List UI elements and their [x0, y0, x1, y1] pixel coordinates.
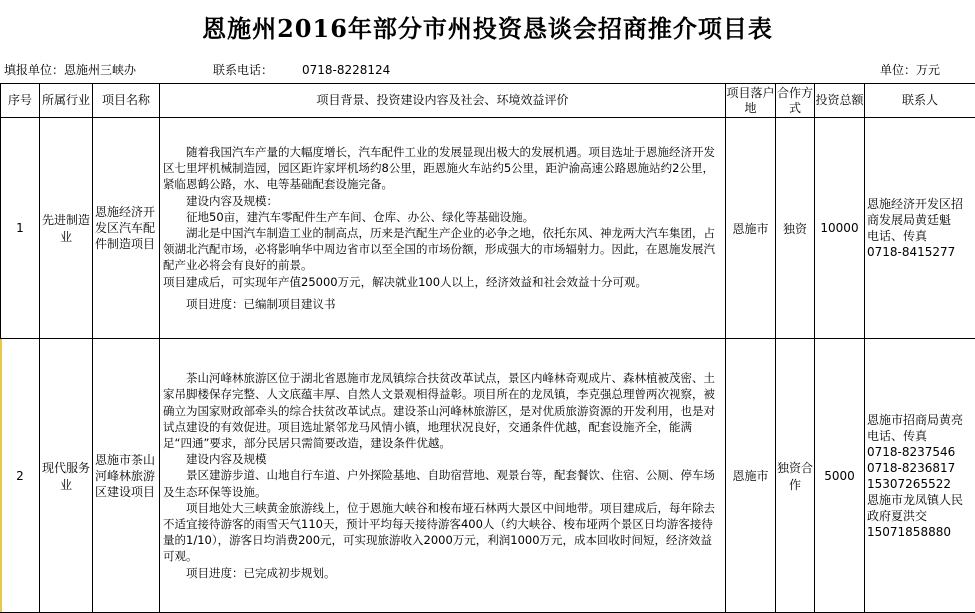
cell-industry[interactable]: 现代服务业 [40, 339, 93, 613]
cell-name[interactable]: 恩施市茶山河峰林旅游区建设项目 [93, 339, 160, 613]
cell-amount[interactable]: 10000 [815, 118, 865, 339]
page-title: 恩施州2016年部分市州投资恳谈会招商推介项目表 [0, 0, 975, 52]
header-contact[interactable]: 联系人 [865, 84, 975, 118]
desc-paragraph: 项目进度：已完成初步规划。 [163, 565, 720, 581]
project-table [0, 83, 975, 613]
desc-paragraph: 项目进度：已编制项目建议书 [163, 296, 720, 312]
desc-paragraph: 征地50亩，建汽车零配件生产车间、仓库、办公、绿化等基础设施。 [163, 209, 720, 225]
amount-unit: 单位：万元 [880, 59, 940, 82]
cell-contact[interactable]: 恩施市招商局黄亮 电话、传真 0718-8237546 0718-8236817 15307265522 恩施市龙凤镇人民政府夏洪交15071858880 [865, 339, 975, 613]
cell-coop[interactable]: 独资合作 [776, 339, 815, 613]
desc-paragraph: 随着我国汽车产量的大幅度增长，汽车配件工业的发展显现出极大的发展机遇。项目选址于恩施经济开发区七里坪机械制造园，园区距许家坪机场约8公里，距恩施火车站约5公里，距沪渝高速公路恩施站约2公里，紧临恩鹤公路，水、电等基础配套设施完备。 [163, 144, 720, 193]
cell-desc[interactable] [160, 118, 726, 339]
header-industry[interactable]: 所属行业 [40, 84, 93, 118]
cell-desc[interactable] [160, 339, 726, 613]
header-seq[interactable]: 序号 [1, 84, 40, 118]
info-row [0, 59, 975, 82]
desc-paragraph: 茶山河峰林旅游区位于湖北省恩施市龙凤镇综合扶贫改革试点，景区内峰林奇观成片、森林植被茂密、土家吊脚楼保存完整、人文底蕴丰厚、自然人文景观相得益彰。项目所在的龙凤镇，李克强总理曾两次视察，被确立为国家财政部牵头的综合扶贫改革试点。建设茶山河峰林旅游区，是对优质旅游资源的开发利用，也是对试点建设的有效促进。项目选址紧邻龙马风情小镇，地理状况良好，交通条件优越，配套设施齐全，能满足“四通”要求，部分民居只需简要改造，建设条件优越。 [163, 370, 720, 451]
header-desc[interactable]: 项目背景、投资建设内容及社会、环境效益评价 [160, 84, 726, 118]
desc-paragraph: 建设内容及规模： [163, 193, 720, 209]
table-row [1, 339, 975, 613]
cell-location[interactable]: 恩施市 [726, 118, 776, 339]
cell-coop[interactable]: 独资 [776, 118, 815, 339]
header-location[interactable]: 项目落户地 [726, 84, 776, 118]
desc-paragraph: 湖北是中国汽车制造工业的制高点，历来是汽配生产企业的必争之地，依托东风、神龙两大汽车集团，占领湖北汽配市场，必将影响华中周边省市以至全国的市场份额，形成强大的市场辐射力。因此，在恩施发展汽配产业必将会有良好的前景。 [163, 225, 720, 274]
cell-industry[interactable]: 先进制造业 [40, 118, 93, 339]
desc-paragraph: 项目建成后，可实现年产值25000万元，解决就业100人以上，经济效益和社会效益十分可观。 [163, 274, 720, 290]
desc-paragraph: 景区建游步道、山地自行车道、户外探险基地、自助宿营地、观景台等，配套餐饮、住宿、公厕、停车场及生态环保等设施。 [163, 467, 720, 499]
cell-amount[interactable]: 5000 [815, 339, 865, 613]
phone-number: 0718-8228124 [302, 59, 390, 82]
cell-contact[interactable]: 恩施经济开发区招商发展局黄廷魁 电话、传真 0718-8415277 [865, 118, 975, 339]
cell-seq[interactable]: 1 [1, 118, 40, 339]
phone-label: 联系电话： [213, 59, 273, 82]
desc-paragraph: 项目地处大三峡黄金旅游线上，位于恩施大峡谷和梭布垭石林两大景区中间地带。项目建成后，每年除去不适宜接待游客的雨雪天气110天，预计平均每天接待游客400人（约大峡谷、梭布垭两个景区日均游客接待量的1/10），游客日均消费200元，可实现旅游收入2000万元，利润1000万元，成本回收时间短，经济效益可观。 [163, 500, 720, 565]
desc-paragraph: 建设内容及规模 [163, 451, 720, 467]
cell-seq[interactable]: 2 [1, 339, 40, 613]
reporting-unit: 填报单位：恩施州三峡办 [4, 59, 136, 82]
cell-name[interactable]: 恩施经济开发区汽车配件制造项目 [93, 118, 160, 339]
table-row [1, 118, 975, 339]
cell-location[interactable]: 恩施市 [726, 339, 776, 613]
header-name[interactable]: 项目名称 [93, 84, 160, 118]
selection-edge-marker [0, 339, 2, 612]
header-coop[interactable]: 合作方式 [776, 84, 815, 118]
header-row [1, 84, 975, 118]
header-amount[interactable]: 投资总额 [815, 84, 865, 118]
